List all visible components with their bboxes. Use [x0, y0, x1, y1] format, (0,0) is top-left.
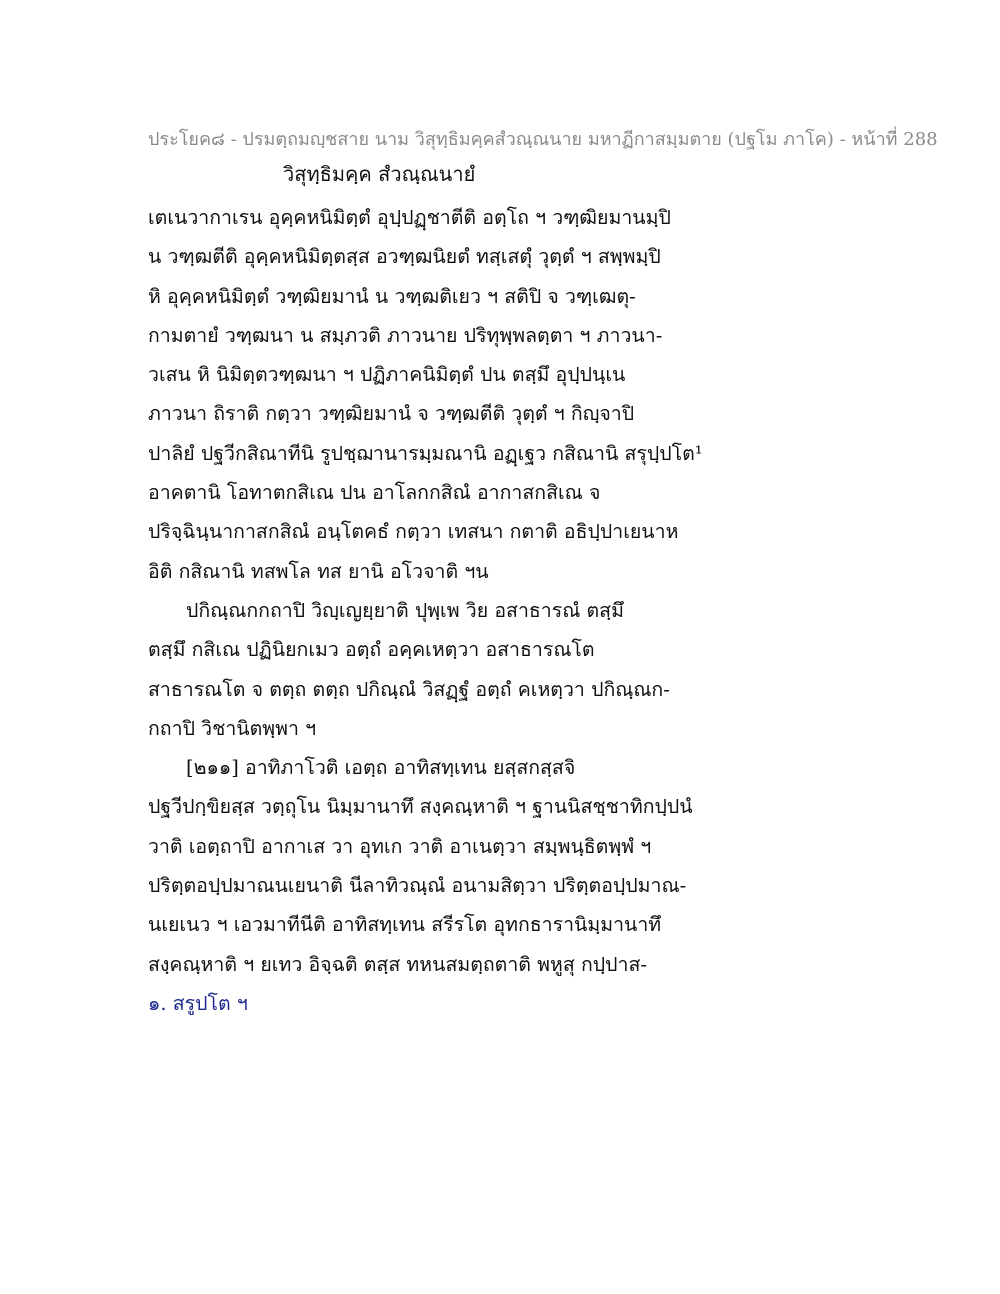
text-line: ปริตฺตอปฺปมาณนเยนาติ นีลาทิวณฺณํ อนามสิตฺวา ปริตฺตอปฺปมาณ-: [148, 874, 687, 898]
body-text: [148, 198, 748, 1023]
text-line: วาติ เอตฺถาปิ อากาเส วา อุทเก วาติ อาเนตฺวา สมฺพนฺธิตพฺพํ ฯ: [148, 834, 652, 858]
page-header: ประโยค๘ - ปรมตฺถมญฺชสาย นาม วิสุทฺธิมคฺคสํวณฺณนาย มหาฏีกาสมฺมตาย (ปฐโม ภาโค) - หน้าที่ 288: [148, 129, 938, 150]
text-line: สาธารณโต จ ตตฺถ ตตฺถ ปกิณฺณํ วิสฏฺฐํ อตฺถํ คเหตฺวา ปกิณฺณก-: [148, 677, 670, 701]
text-line: นเยเนว ฯ เอวมาทีนีติ อาทิสทฺเทน สรีรโต อุทกธารานิมฺมานาทึ: [148, 913, 662, 937]
book-title: วิสุทฺธิมคฺค สํวณฺณนายํ: [283, 162, 476, 186]
text-line: หิ อุคฺคหนิมิตฺตํ วฑฺฒิยมานํ น วฑฺฒติเยว ฯ สติปิ จ วฑฺเฒตุ-: [148, 284, 636, 308]
text-line: วเสน หิ นิมิตฺตวฑฺฒนา ฯ ปฏิภาคนิมิตฺตํ ปน ตสฺมึ อุปฺปนฺเน: [148, 363, 626, 387]
text-line: น วฑฺฒตีติ อุคฺคหนิมิตฺตสฺส อวฑฺฒนิยตํ ทสฺเสตุํ วุตฺตํ ฯ สพฺพมฺปิ: [148, 245, 661, 269]
text-line: อาคตานิ โอทาตกสิเณ ปน อาโลกกสิณํ อากาสกสิเณ จ: [148, 481, 601, 505]
text-line: อิติ กสิณานิ ทสพโล ทส ยานิ อโวจาติ ฯน: [148, 559, 489, 583]
text-line: สงฺคณฺหาติ ฯ ยเทว อิจฺฉติ ตสฺส ทหนสมตฺถตาติ พหูสุ กปฺปาส-: [148, 952, 647, 976]
text-line: ตสฺมึ กสิเณ ปฏินิยกเมว อตฺถํ อคฺคเหตฺวา อสาธารณโต: [148, 638, 595, 662]
text-line: ปฐวีปกฺขิยสฺส วตฺถุโน นิมฺมานาทึ สงฺคณฺหาติ ฯ ฐานนิสชฺชาทิกปฺปนํ: [148, 795, 693, 819]
text-line: กถาปิ วิชานิตพฺพา ฯ: [148, 716, 317, 740]
text-line: เตเนวากาเรน อุคฺคหนิมิตฺตํ อุปฺปฏฺชาตีติ อตฺโถ ฯ วฑฺฒิยมานมฺปิ: [148, 206, 671, 229]
footnote: ๑. สรูปโต ฯ: [148, 991, 248, 1015]
text-line: ภาวนา ถิราติ กตฺวา วฑฺฒิยมานํ จ วฑฺฒตีติ วุตฺตํ ฯ กิญฺจาปิ: [148, 402, 635, 426]
text-line: ปกิณฺณกกถาปิ วิญฺเญยฺยาติ ปุพฺเพ วิย อสาธารณํ ตสฺมึ: [186, 598, 624, 622]
text-line: ปาลิยํ ปฐวีกสิณาทีนิ รูปชฺฌานารมฺมณานิ อฏฺเฐว กสิณานิ สรุปฺปโต¹: [148, 441, 703, 465]
text-line: กามตายํ วฑฺฒนา น สมฺภวติ ภาวนาย ปริทุพฺพลตฺตา ฯ ภาวนา-: [148, 323, 663, 347]
text-line: ปริจฺฉินฺนากาสกสิณํ อนฺโตคธํ กตฺวา เทสนา กตาติ อธิปฺปาเยนาห: [148, 520, 679, 544]
text-line: [๒๑๑] อาทิภาโวติ เอตฺถ อาทิสทฺเทน ยสฺสกสฺสจิ: [186, 756, 576, 780]
